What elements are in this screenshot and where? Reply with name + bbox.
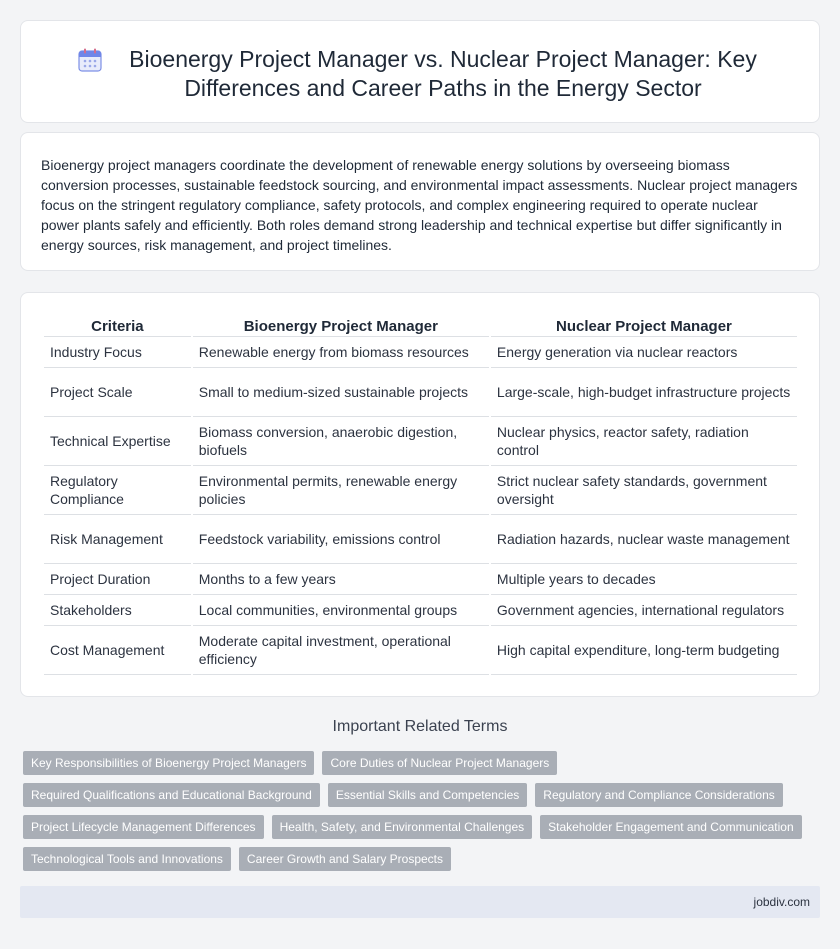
- bioenergy-cell: Months to a few years: [193, 564, 489, 595]
- criteria-cell: Project Duration: [44, 564, 191, 595]
- related-term-tag[interactable]: Stakeholder Engagement and Communication: [540, 815, 801, 839]
- table-row: [44, 337, 797, 368]
- column-header-criteria: Criteria: [44, 315, 191, 337]
- related-terms-heading: Important Related Terms: [332, 718, 508, 735]
- nuclear-cell: High capital expenditure, long-term budgeting: [491, 626, 797, 675]
- criteria-cell: Stakeholders: [44, 595, 191, 626]
- nuclear-cell: Energy generation via nuclear reactors: [491, 337, 797, 368]
- table-header-row: [44, 315, 797, 337]
- nuclear-cell: Large-scale, high-budget infrastructure projects: [491, 368, 797, 417]
- criteria-cell: Cost Management: [44, 626, 191, 675]
- table-row: [44, 564, 797, 595]
- criteria-cell: Industry Focus: [44, 337, 191, 368]
- nuclear-cell: Radiation hazards, nuclear waste management: [491, 515, 797, 564]
- related-term-tag[interactable]: Technological Tools and Innovations: [23, 847, 231, 871]
- bioenergy-cell: Renewable energy from biomass resources: [193, 337, 489, 368]
- bioenergy-cell: Local communities, environmental groups: [193, 595, 489, 626]
- header-card: [20, 20, 820, 123]
- related-terms-tags: [23, 751, 813, 871]
- table-row: [44, 466, 797, 515]
- nuclear-cell: Government agencies, international regulators: [491, 595, 797, 626]
- related-term-tag[interactable]: Regulatory and Compliance Considerations: [535, 783, 782, 807]
- intro-card: [20, 132, 820, 271]
- table-row: [44, 515, 797, 564]
- page-title: Bioenergy Project Manager vs. Nuclear Project Manager: Key Differences and Career Paths in the Energy Sector: [129, 46, 757, 101]
- related-term-tag[interactable]: Project Lifecycle Management Differences: [23, 815, 264, 839]
- criteria-cell: Regulatory Compliance: [44, 466, 191, 515]
- related-term-tag[interactable]: Required Qualifications and Educational Background: [23, 783, 320, 807]
- criteria-cell: Technical Expertise: [44, 417, 191, 466]
- table-row: [44, 417, 797, 466]
- related-term-tag[interactable]: Key Responsibilities of Bioenergy Project Managers: [23, 751, 314, 775]
- nuclear-cell: Nuclear physics, reactor safety, radiation control: [491, 417, 797, 466]
- bioenergy-cell: Moderate capital investment, operational efficiency: [193, 626, 489, 675]
- bioenergy-cell: Feedstock variability, emissions control: [193, 515, 489, 564]
- related-term-tag[interactable]: Core Duties of Nuclear Project Managers: [322, 751, 557, 775]
- footer-bar: [20, 886, 820, 918]
- table-row: [44, 368, 797, 417]
- calendar-icon: [77, 47, 103, 73]
- criteria-cell: Risk Management: [44, 515, 191, 564]
- table-row: [44, 595, 797, 626]
- table-row: [44, 626, 797, 675]
- bioenergy-cell: Small to medium-sized sustainable projects: [193, 368, 489, 417]
- nuclear-cell: Multiple years to decades: [491, 564, 797, 595]
- column-header-nuclear: Nuclear Project Manager: [491, 315, 797, 337]
- related-term-tag[interactable]: Career Growth and Salary Prospects: [239, 847, 451, 871]
- criteria-cell: Project Scale: [44, 368, 191, 417]
- footer-site-link[interactable]: jobdiv.com: [753, 895, 810, 909]
- related-term-tag[interactable]: Health, Safety, and Environmental Challenges: [272, 815, 533, 839]
- bioenergy-cell: Environmental permits, renewable energy policies: [193, 466, 489, 515]
- comparison-table-card: [20, 292, 820, 697]
- nuclear-cell: Strict nuclear safety standards, government oversight: [491, 466, 797, 515]
- column-header-bioenergy: Bioenergy Project Manager: [193, 315, 489, 337]
- related-term-tag[interactable]: Essential Skills and Competencies: [328, 783, 527, 807]
- comparison-table: [42, 315, 799, 675]
- intro-paragraph: Bioenergy project managers coordinate the development of renewable energy solutions by overseeing biomass conversion processes, sustainable feedstock sourcing, and environmental impact assessments. Nuclear project managers focus on the stringent regulatory compliance, safety protocols, and complex engineering required to operate nuclear power plants safely and efficiently. Both roles demand strong leadership and technical expertise but differ significantly in energy sources, risk management, and project timelines.: [41, 157, 798, 253]
- bioenergy-cell: Biomass conversion, anaerobic digestion, biofuels: [193, 417, 489, 466]
